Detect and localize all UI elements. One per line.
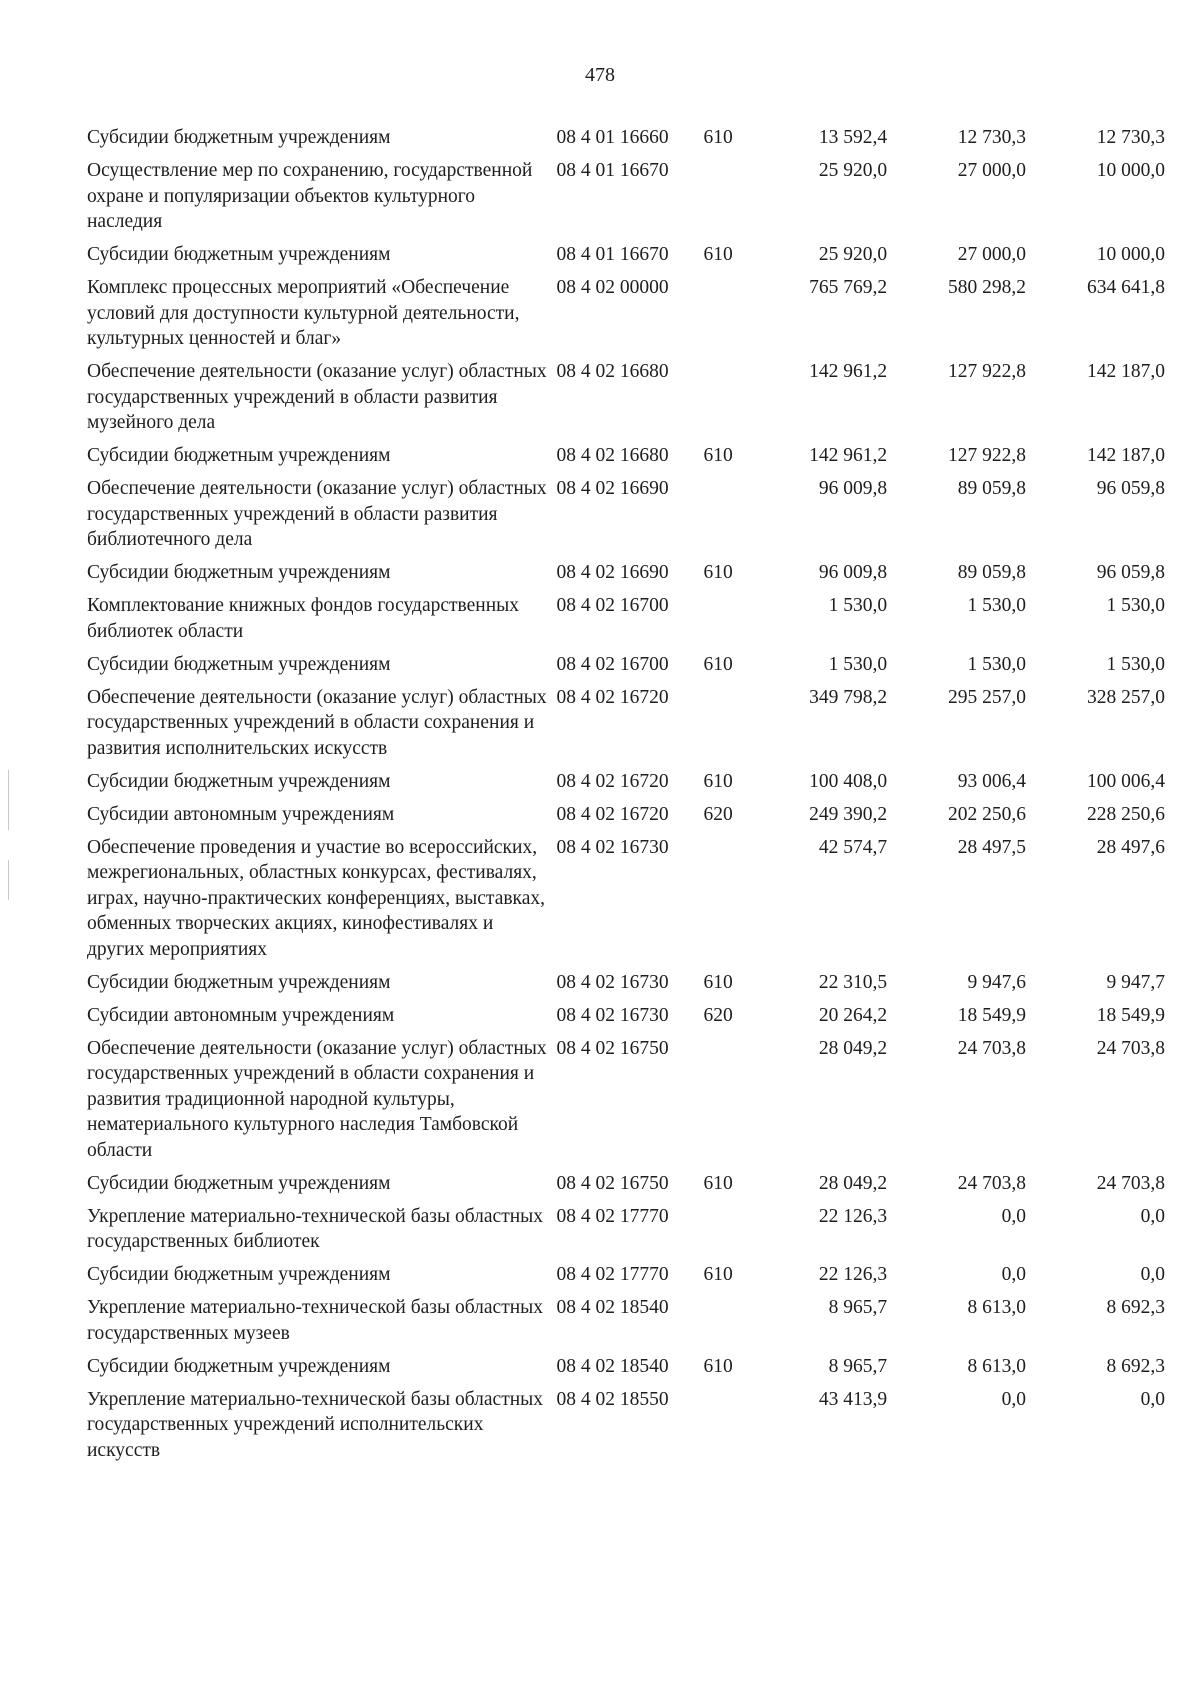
expense-name: Субсидии бюджетным учреждениям <box>87 971 391 993</box>
amount-year-2: 1 530,0 <box>967 653 1027 675</box>
amount-year-3: 10 000,0 <box>1096 160 1166 181</box>
amount-year-2: 24 703,8 <box>957 1172 1027 1194</box>
target-article-code: 08 4 02 16690 <box>556 478 669 499</box>
amount-year-2: 127 922,8 <box>948 361 1027 382</box>
amount-year-1: 96 009,8 <box>818 478 888 499</box>
amount-year-1: 249 390,2 <box>809 803 888 825</box>
target-article-code: 08 4 02 18550 <box>556 1388 669 1410</box>
amount-year-2: 24 703,8 <box>957 1037 1027 1059</box>
table-row <box>85 1295 1165 1346</box>
expense-name: Комплектование книжных фондов государственных библиотек области <box>87 595 520 642</box>
expense-name: Обеспечение деятельности (оказание услуг) областных государственных учреждений в области развития музейного дела <box>87 361 547 433</box>
target-article-code: 08 4 02 16700 <box>556 653 669 675</box>
amount-year-3: 10 000,0 <box>1096 244 1166 265</box>
amount-year-3: 28 497,6 <box>1096 836 1166 858</box>
expense-type-code: 620 <box>703 803 733 825</box>
target-article-code: 08 4 02 16730 <box>556 971 669 993</box>
table-row <box>85 835 1165 963</box>
amount-year-1: 100 408,0 <box>809 770 888 792</box>
target-article-code: 08 4 02 16730 <box>556 1004 669 1026</box>
table-row <box>85 1387 1165 1464</box>
expense-name: Укрепление материально-технической базы областных государственных учреждений исполнительских искусств <box>87 1388 544 1461</box>
table-row <box>85 652 1165 678</box>
amount-year-3: 24 703,8 <box>1096 1172 1166 1194</box>
target-article-code: 08 4 02 16700 <box>556 595 669 616</box>
amount-year-1: 8 965,7 <box>828 1355 888 1377</box>
table-row <box>85 1036 1165 1164</box>
target-article-code: 08 4 02 16750 <box>556 1037 669 1059</box>
amount-year-3: 8 692,3 <box>1106 1297 1166 1318</box>
amount-year-3: 96 059,8 <box>1096 562 1166 583</box>
target-article-code: 08 4 02 00000 <box>556 277 669 298</box>
amount-year-2: 27 000,0 <box>957 244 1027 265</box>
amount-year-2: 18 549,9 <box>957 1004 1027 1026</box>
amount-year-3: 24 703,8 <box>1096 1037 1166 1059</box>
amount-year-1: 22 126,3 <box>818 1205 888 1227</box>
amount-year-2: 89 059,8 <box>957 478 1027 499</box>
amount-year-1: 28 049,2 <box>818 1172 888 1194</box>
amount-year-2: 202 250,6 <box>948 803 1027 825</box>
table-row <box>85 769 1165 795</box>
page-number: 478 <box>585 64 615 86</box>
target-article-code: 08 4 02 16730 <box>556 836 669 858</box>
table-row <box>85 1204 1165 1255</box>
amount-year-1: 349 798,2 <box>809 686 888 708</box>
target-article-code: 08 4 02 17770 <box>556 1205 669 1227</box>
expense-name: Осуществление мер по сохранению, государственной охране и популяризации объектов культурного наследия <box>87 160 533 232</box>
table-row <box>85 685 1165 762</box>
amount-year-3: 8 692,3 <box>1106 1355 1166 1377</box>
expense-name: Субсидии бюджетным учреждениям <box>87 127 391 148</box>
expense-name: Субсидии бюджетным учреждениям <box>87 562 391 583</box>
expense-name: Обеспечение деятельности (оказание услуг) областных государственных учреждений в области развития библиотечного дела <box>87 478 547 550</box>
amount-year-2: 0,0 <box>1001 1388 1027 1410</box>
amount-year-2: 580 298,2 <box>948 277 1027 298</box>
amount-year-2: 93 006,4 <box>957 770 1027 792</box>
target-article-code: 08 4 02 18540 <box>556 1297 669 1318</box>
amount-year-2: 1 530,0 <box>967 595 1027 616</box>
table-row <box>85 1354 1165 1380</box>
expense-type-code: 610 <box>703 1264 733 1285</box>
table-row <box>85 158 1165 235</box>
amount-year-1: 96 009,8 <box>818 562 888 583</box>
amount-year-3: 96 059,8 <box>1096 478 1166 499</box>
target-article-code: 08 4 02 16680 <box>556 445 669 466</box>
amount-year-2: 8 613,0 <box>967 1297 1027 1318</box>
table-row <box>85 242 1165 268</box>
table-row <box>85 1003 1165 1029</box>
amount-year-3: 9 947,7 <box>1106 971 1166 993</box>
expense-type-code: 610 <box>703 445 733 466</box>
expense-name: Субсидии бюджетным учреждениям <box>87 653 391 675</box>
expense-name: Комплекс процессных мероприятий «Обеспечение условий для доступности культурной деятельности, культурных ценностей и благ» <box>87 277 520 349</box>
budget-table <box>85 125 1165 1471</box>
amount-year-3: 12 730,3 <box>1096 127 1166 148</box>
amount-year-1: 1 530,0 <box>828 595 888 616</box>
target-article-code: 08 4 02 16720 <box>556 686 669 708</box>
expense-name: Обеспечение деятельности (оказание услуг) областных государственных учреждений в области сохранения и развития исполнительских искусств <box>87 686 547 759</box>
amount-year-1: 28 049,2 <box>818 1037 888 1059</box>
amount-year-1: 142 961,2 <box>809 361 888 382</box>
amount-year-2: 295 257,0 <box>948 686 1027 708</box>
amount-year-3: 0,0 <box>1140 1264 1166 1285</box>
amount-year-2: 27 000,0 <box>957 160 1027 181</box>
target-article-code: 08 4 01 16670 <box>556 160 669 181</box>
table-row <box>85 1171 1165 1197</box>
amount-year-3: 328 257,0 <box>1087 686 1166 708</box>
amount-year-2: 28 497,5 <box>957 836 1027 858</box>
target-article-code: 08 4 01 16670 <box>556 244 669 265</box>
amount-year-1: 25 920,0 <box>818 160 888 181</box>
amount-year-1: 765 769,2 <box>809 277 888 298</box>
amount-year-2: 9 947,6 <box>967 971 1027 993</box>
table-row <box>85 275 1165 352</box>
amount-year-2: 0,0 <box>1001 1264 1027 1285</box>
target-article-code: 08 4 02 16750 <box>556 1172 669 1194</box>
expense-name: Субсидии бюджетным учреждениям <box>87 1355 391 1377</box>
amount-year-1: 20 264,2 <box>818 1004 888 1026</box>
amount-year-1: 25 920,0 <box>818 244 888 265</box>
expense-type-code: 610 <box>703 653 733 675</box>
amount-year-3: 0,0 <box>1140 1388 1166 1410</box>
table-row <box>85 125 1165 151</box>
scan-margin-mark <box>8 860 9 900</box>
expense-name: Укрепление материально-технической базы областных государственных библиотек <box>87 1205 544 1252</box>
expense-type-code: 610 <box>703 127 733 148</box>
table-row <box>85 560 1165 586</box>
amount-year-3: 634 641,8 <box>1087 277 1166 298</box>
amount-year-1: 13 592,4 <box>818 127 888 148</box>
amount-year-1: 42 574,7 <box>818 836 888 858</box>
table-row <box>85 359 1165 436</box>
scan-margin-mark <box>8 770 9 830</box>
amount-year-1: 22 310,5 <box>818 971 888 993</box>
table-row <box>85 593 1165 644</box>
target-article-code: 08 4 02 16720 <box>556 803 669 825</box>
expense-name: Субсидии бюджетным учреждениям <box>87 1264 391 1285</box>
amount-year-1: 8 965,7 <box>828 1297 888 1318</box>
expense-type-code: 610 <box>703 1355 733 1377</box>
expense-name: Укрепление материально-технической базы областных государственных музеев <box>87 1297 544 1344</box>
expense-name: Обеспечение деятельности (оказание услуг) областных государственных учреждений в области сохранения и развития традиционной народной культуры, нематериального культурного наследия Тамбовской области <box>87 1037 547 1161</box>
amount-year-3: 1 530,0 <box>1106 595 1166 616</box>
target-article-code: 08 4 02 16680 <box>556 361 669 382</box>
target-article-code: 08 4 02 17770 <box>556 1264 669 1285</box>
amount-year-3: 228 250,6 <box>1087 803 1166 825</box>
table-row <box>85 970 1165 996</box>
amount-year-2: 0,0 <box>1001 1205 1027 1227</box>
expense-name: Субсидии бюджетным учреждениям <box>87 1172 391 1194</box>
table-row <box>85 443 1165 469</box>
amount-year-3: 142 187,0 <box>1087 361 1166 382</box>
expense-type-code: 610 <box>703 244 733 265</box>
amount-year-2: 89 059,8 <box>957 562 1027 583</box>
amount-year-1: 22 126,3 <box>818 1264 888 1285</box>
amount-year-3: 100 006,4 <box>1087 770 1166 792</box>
target-article-code: 08 4 02 16690 <box>556 562 669 583</box>
expense-type-code: 610 <box>703 562 733 583</box>
expense-name: Субсидии автономным учреждениям <box>87 1004 395 1026</box>
amount-year-1: 1 530,0 <box>828 653 888 675</box>
expense-name: Субсидии автономным учреждениям <box>87 803 395 825</box>
amount-year-2: 8 613,0 <box>967 1355 1027 1377</box>
expense-name: Субсидии бюджетным учреждениям <box>87 244 391 265</box>
amount-year-3: 142 187,0 <box>1087 445 1166 466</box>
expense-type-code: 620 <box>703 1004 733 1026</box>
amount-year-3: 0,0 <box>1140 1205 1166 1227</box>
expense-name: Субсидии бюджетным учреждениям <box>87 445 391 466</box>
amount-year-2: 127 922,8 <box>948 445 1027 466</box>
target-article-code: 08 4 02 18540 <box>556 1355 669 1377</box>
amount-year-1: 43 413,9 <box>818 1388 888 1410</box>
expense-name: Субсидии бюджетным учреждениям <box>87 770 391 792</box>
table-row <box>85 476 1165 553</box>
expense-type-code: 610 <box>703 1172 733 1194</box>
target-article-code: 08 4 02 16720 <box>556 770 669 792</box>
amount-year-3: 1 530,0 <box>1106 653 1166 675</box>
expense-name: Обеспечение проведения и участие во всероссийских, межрегиональных, областных конкурсах, фестивалях, играх, научно-практических конференциях, выставках, обменных творческих акциях, кинофестивалях и других мероприятиях <box>87 836 546 960</box>
table-row <box>85 1262 1165 1288</box>
amount-year-3: 18 549,9 <box>1096 1004 1166 1026</box>
expense-type-code: 610 <box>703 971 733 993</box>
expense-type-code: 610 <box>703 770 733 792</box>
table-row <box>85 802 1165 828</box>
amount-year-1: 142 961,2 <box>809 445 888 466</box>
target-article-code: 08 4 01 16660 <box>556 127 669 148</box>
amount-year-2: 12 730,3 <box>957 127 1027 148</box>
